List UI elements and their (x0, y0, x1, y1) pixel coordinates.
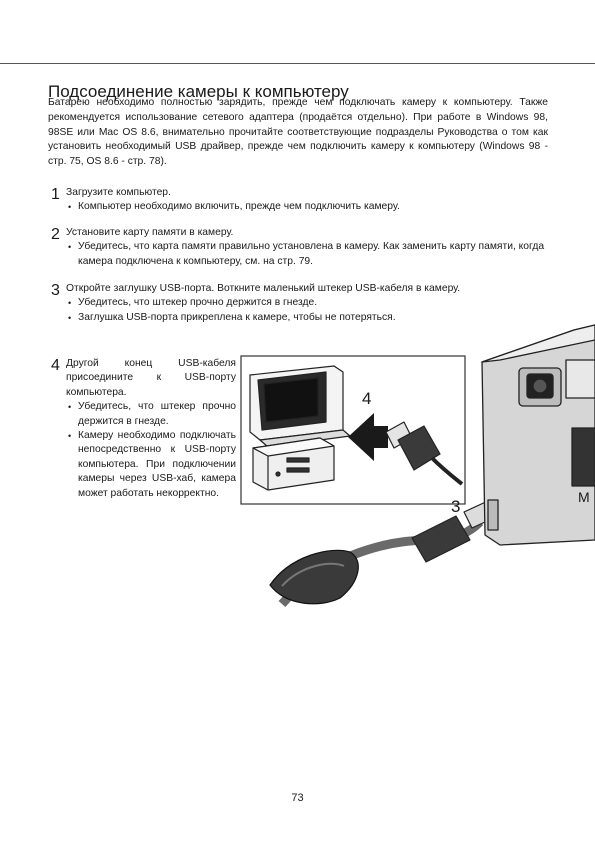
step-number: 3 (51, 282, 60, 299)
list-item: • Убедитесь, что карта памяти правильно установлена в камеру. Как заменить карту памяти, когда камера подключена к компьютеру, см. на стр. 79. (66, 240, 553, 269)
list-item: • Компьютер необходимо включить, прежде чем подключить камеру. (66, 200, 400, 214)
ferrite-core-icon (270, 550, 358, 603)
step-number: 4 (51, 357, 60, 374)
intro-paragraph: Батарею необходимо полностью зарядить, прежде чем подключать камеру к компьютеру. Также рекомендуется использование сетевого адаптера (продаётся отдельно). При работе в Windows 98, 98SE или Mac OS 8.6, внимательно прочитайте соответствующие подразделы Руководства о том как установить необходимый USB драйвер, прежде чем подключить камеру к компьютеру (Windows 98 - стр. 75, OS 8.6 - стр. 78). (48, 97, 548, 168)
camera-icon (482, 325, 595, 545)
list-item: • Заглушка USB-порта прикреплена к камере, чтобы не потеряться. (66, 311, 558, 325)
step-text: Другой конец USB-кабеля присоедините к USB-порту компьютера. (66, 358, 236, 398)
list-item: • Убедитесь, что штекер прочно держится в гнезде. (66, 400, 236, 429)
list-item: • Камеру необходимо подключать непосредственно к USB-порту компьютера. При подключении камеры через USB-хаб, камера может работать некорректно. (66, 429, 236, 501)
page-title: Подсоединение камеры к компьютеру (48, 82, 349, 102)
step-number: 1 (51, 186, 60, 203)
list-item: • Убедитесь, что штекер прочно держится в гнезде. (66, 296, 558, 310)
step-text: Откройте заглушку USB-порта. Воткните маленький штекер USB-кабеля в камеру. (66, 283, 461, 294)
step-text: Загрузите компьютер. (66, 187, 171, 198)
camera-brand-text: M (578, 489, 590, 505)
step-number: 2 (51, 226, 60, 243)
callout-number-4: 4 (362, 389, 372, 408)
callout-number-3: 3 (451, 497, 461, 516)
step-text: Установите карту памяти в камеру. (66, 227, 234, 238)
page-number: 73 (291, 792, 304, 804)
